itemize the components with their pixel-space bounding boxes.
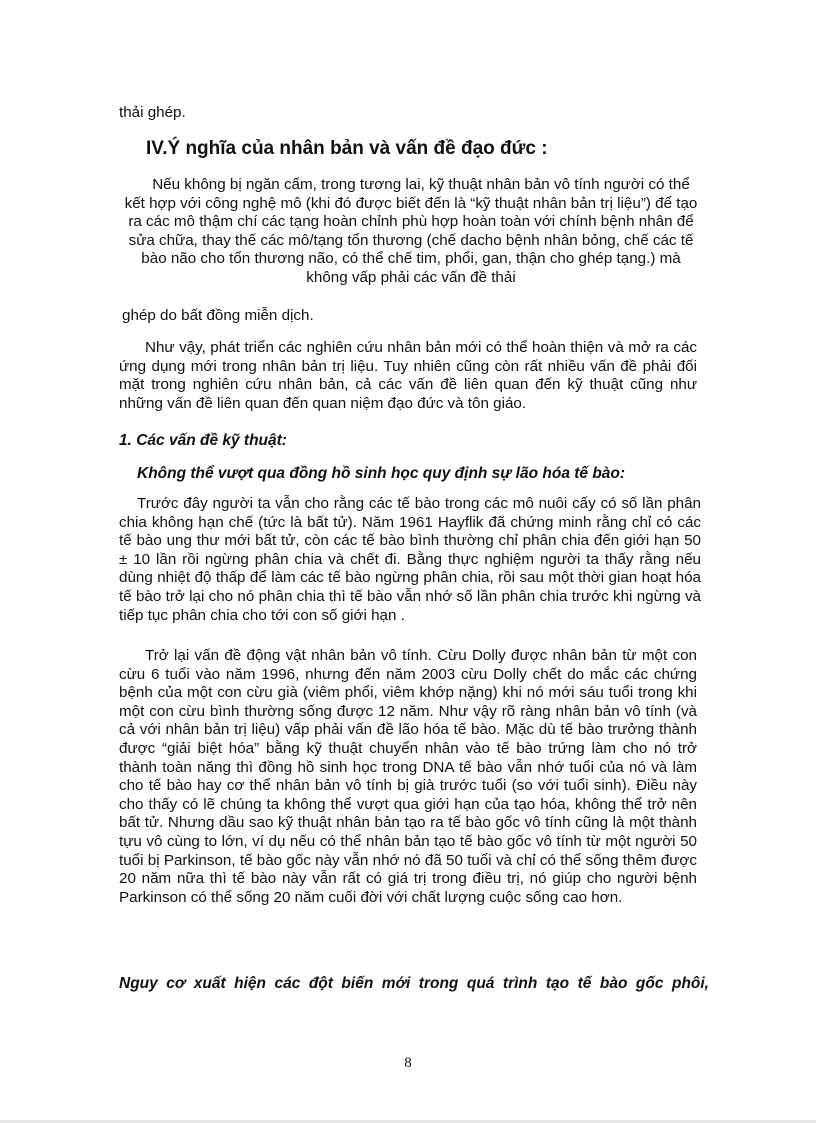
paragraph-hayflick: Trước đây người ta vẫn cho rằng các tế bào trong các mô nuôi cấy có số lần phân chia không hạn chế (tức là bất tử). Năm 1961 Hayflik đã chứng minh rằng chỉ có các tế bào ung thư mới bất tử, còn các tế bào bình thường chỉ phân chia đến giới hạn 50 ± 10 lần rồi ngừng phân chia và chết đi. Bằng thực nghiệm người ta thấy rằng nếu dùng nhiệt độ thấp để làm các tế bào ngừng phân chia, rồi sau một thời gian hoạt hóa tế bào trở lại cho nó phân chia thì tế bào vẫn nhớ số lần phân chia trước khi ngừng và tiếp tục phân chia cho tới con số giới hạn . — [119, 495, 701, 624]
page-number: 8 — [404, 1055, 412, 1071]
continuation-line-ghep: ghép do bất đồng miễn dịch. — [122, 307, 314, 324]
section-heading: IV.Ý nghĩa của nhân bản và vấn đề đạo đức : — [146, 138, 548, 159]
paragraph-nhu-vay: Như vậy, phát triển các nghiên cứu nhân bản mới có thể hoàn thiện và mở ra các ứng dụng mới trong nhân bản trị liệu. Tuy nhiên cũng còn rất nhiều vấn đề phải đối mặt trong nghiên cứu nhân bản, cả các vấn đề liên quan đến kỹ thuật cũng như những vấn đề liên quan đến quan niệm đạo đức và tôn giáo. — [119, 339, 697, 412]
intro-paragraph: Nếu không bị ngăn cấm, trong tương lai, kỹ thuật nhân bản vô tính người có thể kết hợp với công nghệ mô (khi đó được biết đến là “kỹ thuật nhân bản trị liệu”) để tạo ra các mô thậm chí các tạng hoàn chỉnh phù hợp hoàn toàn với chính bệnh nhân để sửa chữa, thay thế các mô/tạng tổn thương (chế dacho bệnh nhân bỏng, chế các tế bào não cho tổn thương não, có thể chế tim, phổi, gan, thận cho ghép tạng.) mà không vấp phải các vấn đề thải — [124, 176, 698, 286]
mutation-subheading: Nguy cơ xuất hiện các đột biến mới trong quá trình tạo tế bào gốc phôi, — [119, 975, 709, 992]
paragraph-dolly: Trở lại vấn đề động vật nhân bản vô tính. Cừu Dolly được nhân bản từ một con cừu 6 tuổi vào năm 1996, nhưng đến năm 2003 cừu Dolly chết do mắc các chứng bệnh của một con cừu già (viêm phổi, viêm khớp nặng) khi nó mới sáu tuổi trong khi một con cừu bình thường sống được 12 năm. Như vậy rõ ràng nhân bản vô tính (và cả với nhân bản trị liệu) vấp phải vấn đề lão hóa tế bào. Mặc dù tế bào trưởng thành được “giải biệt hóa” bằng kỹ thuật chuyển nhân vào tế bào trứng làm cho nó trở thành toàn năng thì đồng hồ sinh học trong DNA tế bào vẫn nhớ tuổi của nó và làm cho tế bào hay cơ thể nhân bản vô tính bị già trước tuổi (so với tuổi sinh). Điều này cho thấy có lẽ chúng ta không thể vượt qua giới hạn của tạo hóa, không thể trở nên bất tử. Nhưng dầu sao kỹ thuật nhân bản tạo ra tế bào gốc vô tính cũng là một thành tựu vô cùng to lớn, ví dụ nếu có thể nhân bản tạo tế bào gốc vô tính từ một người 50 tuổi bị Parkinson, tế bào gốc này vẫn nhớ nó đã 50 tuổi và chỉ có thể sống thêm được 20 năm nữa thì tế bào này vẫn rất có giá trị trong điều trị, nó giúp cho người bệnh Parkinson có thể sống 20 năm cuối đời với chất lượng cuộc sống cao hơn. — [119, 647, 697, 906]
continuation-line: thải ghép. — [119, 104, 186, 121]
aging-subheading: Không thể vượt qua đồng hồ sinh học quy định sự lão hóa tế bào: — [137, 465, 626, 482]
technical-heading: 1. Các vấn đề kỹ thuật: — [119, 432, 287, 449]
